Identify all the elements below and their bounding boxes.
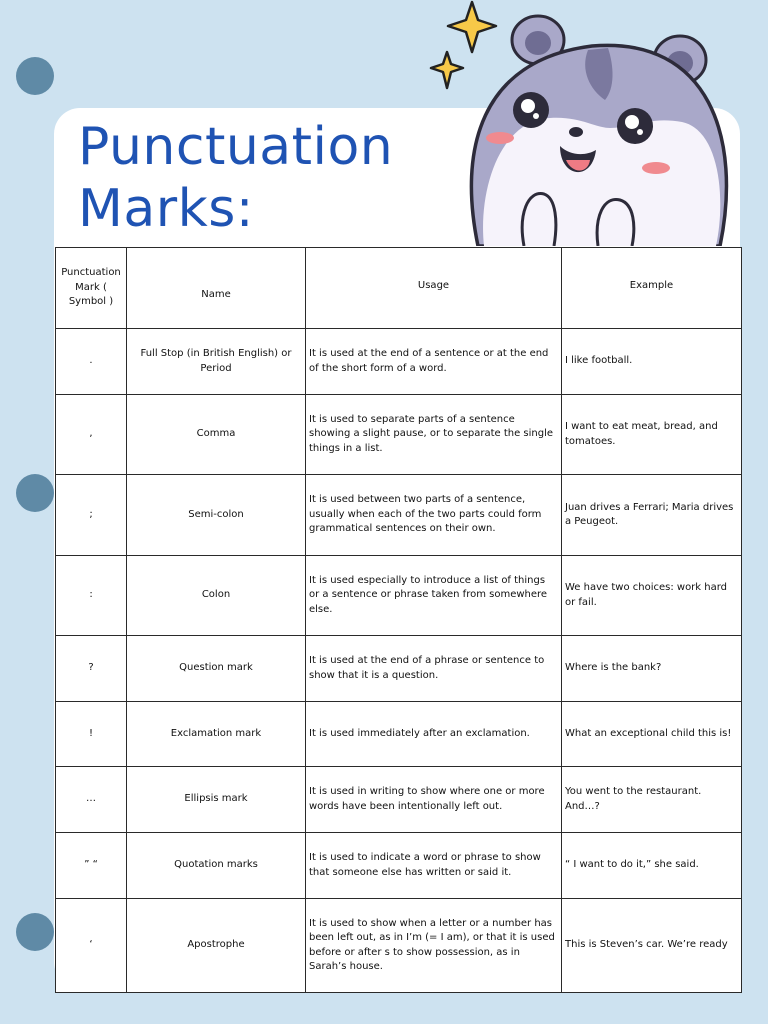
binder-hole-middle bbox=[16, 474, 54, 512]
usage-cell: It is used to indicate a word or phrase to show that someone else has written or said it. bbox=[306, 833, 562, 899]
table-row bbox=[56, 475, 742, 556]
title-line-2: Marks: bbox=[78, 179, 254, 239]
name-cell: Full Stop (in British English) or Period bbox=[127, 329, 306, 395]
example-cell: This is Steven’s car. We’re ready bbox=[562, 899, 742, 993]
example-cell: “ I want to do it,” she said. bbox=[562, 833, 742, 899]
example-cell: I like football. bbox=[562, 329, 742, 395]
table-row bbox=[56, 395, 742, 475]
header-name: Name bbox=[127, 248, 306, 329]
table-header-row bbox=[56, 248, 742, 329]
usage-cell: It is used at the end of a sentence or at the end of the short form of a word. bbox=[306, 329, 562, 395]
usage-cell: It is used at the end of a phrase or sentence to show that it is a question. bbox=[306, 636, 562, 702]
name-cell: Ellipsis mark bbox=[127, 767, 306, 833]
usage-cell: It is used especially to introduce a list of things or a sentence or phrase taken from somewhere else. bbox=[306, 556, 562, 636]
table-row bbox=[56, 329, 742, 395]
name-cell: Semi-colon bbox=[127, 475, 306, 556]
symbol-cell: ” “ bbox=[56, 833, 127, 899]
symbol-cell: , bbox=[56, 395, 127, 475]
usage-cell: It is used to separate parts of a sentence showing a slight pause, or to separate the single things in a list. bbox=[306, 395, 562, 475]
title-line-1: Punctuation bbox=[78, 117, 394, 177]
example-cell: You went to the restaurant. And…? bbox=[562, 767, 742, 833]
name-cell: Colon bbox=[127, 556, 306, 636]
name-cell: Exclamation mark bbox=[127, 702, 306, 767]
table-row bbox=[56, 556, 742, 636]
usage-cell: It is used in writing to show where one or more words have been intentionally left out. bbox=[306, 767, 562, 833]
example-cell: We have two choices: work hard or fail. bbox=[562, 556, 742, 636]
table-row bbox=[56, 833, 742, 899]
symbol-cell: . bbox=[56, 329, 127, 395]
header-usage: Usage bbox=[306, 248, 562, 329]
name-cell: Comma bbox=[127, 395, 306, 475]
symbol-cell: : bbox=[56, 556, 127, 636]
symbol-cell: ‘ bbox=[56, 899, 127, 993]
binder-hole-bottom bbox=[16, 913, 54, 951]
table-row bbox=[56, 767, 742, 833]
symbol-cell: ? bbox=[56, 636, 127, 702]
binder-hole-top bbox=[16, 57, 54, 95]
name-cell: Question mark bbox=[127, 636, 306, 702]
punctuation-table bbox=[55, 247, 742, 993]
page-title bbox=[78, 116, 393, 240]
table-body bbox=[56, 329, 742, 993]
name-cell: Apostrophe bbox=[127, 899, 306, 993]
symbol-cell: ; bbox=[56, 475, 127, 556]
symbol-cell: … bbox=[56, 767, 127, 833]
usage-cell: It is used to show when a letter or a number has been left out, as in I’m (= I am), or that it is used before or after s to show possession, as in Sarah’s house. bbox=[306, 899, 562, 993]
name-cell: Quotation marks bbox=[127, 833, 306, 899]
example-cell: Where is the bank? bbox=[562, 636, 742, 702]
table-row bbox=[56, 899, 742, 993]
hamster-mascot-icon bbox=[420, 0, 750, 246]
example-cell: I want to eat meat, bread, and tomatoes. bbox=[562, 395, 742, 475]
example-cell: Juan drives a Ferrari; Maria drives a Peugeot. bbox=[562, 475, 742, 556]
header-example: Example bbox=[562, 248, 742, 329]
header-symbol: Punctuation Mark ( Symbol ) bbox=[56, 248, 127, 329]
table-row bbox=[56, 636, 742, 702]
example-cell: What an exceptional child this is! bbox=[562, 702, 742, 767]
usage-cell: It is used immediately after an exclamation. bbox=[306, 702, 562, 767]
table-row bbox=[56, 702, 742, 767]
usage-cell: It is used between two parts of a sentence, usually when each of the two parts could form grammatical sentences on their own. bbox=[306, 475, 562, 556]
symbol-cell: ! bbox=[56, 702, 127, 767]
